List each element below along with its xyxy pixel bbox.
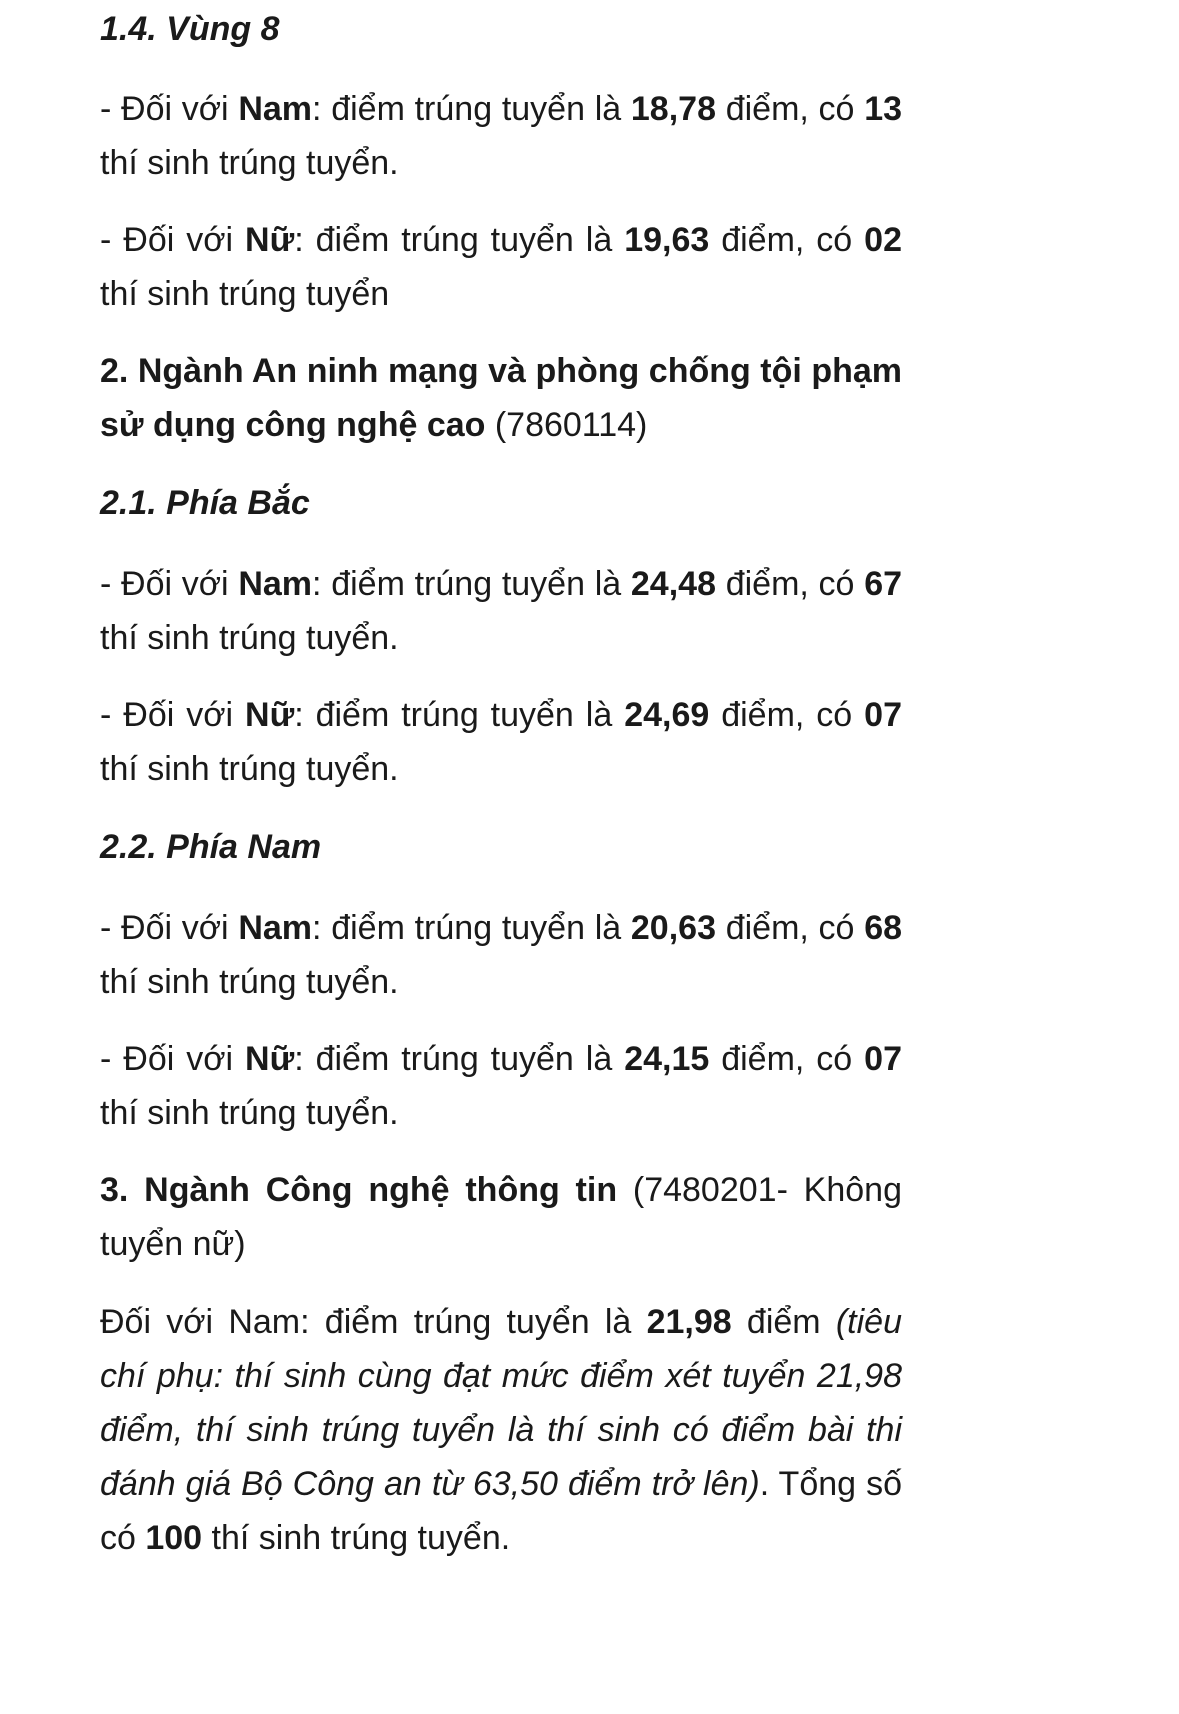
- score-value: 18,78: [630, 90, 716, 128]
- count-value: 67: [864, 565, 903, 603]
- text: điểm: [731, 1303, 836, 1341]
- subheading-1-4: 1.4. Vùng 8: [100, 10, 280, 48]
- text: - Đối với: [100, 909, 239, 947]
- section-heading-2: [100, 344, 902, 452]
- text: - Đối với: [100, 565, 239, 603]
- text: thí sinh trúng tuyển.: [100, 750, 399, 788]
- text: . Tổng số có: [100, 1465, 902, 1557]
- count-value: 02: [864, 221, 902, 259]
- score-value: 20,63: [630, 909, 716, 947]
- paragraph-north-male: [100, 557, 902, 665]
- score-value: 21,98: [646, 1303, 732, 1341]
- section-title: 3. Ngành Công nghệ thông tin: [100, 1171, 618, 1209]
- text: điểm, có: [715, 90, 865, 128]
- count-value: 07: [864, 696, 902, 734]
- program-code: (7860114): [485, 406, 648, 444]
- gender-label: Nam: [238, 565, 313, 603]
- paragraph-north-female: [100, 688, 902, 796]
- subheading-2-1: 2.1. Phía Bắc: [100, 484, 310, 522]
- count-value: 100: [145, 1519, 203, 1557]
- score-value: 24,48: [630, 565, 716, 603]
- score-value: 24,69: [624, 696, 710, 734]
- section-heading-3: [100, 1163, 902, 1271]
- text: : điểm trúng tuyển là: [312, 565, 631, 603]
- gender-label: Nữ: [245, 221, 295, 259]
- program-code: (7480201- Không tuyển nữ): [100, 1171, 902, 1263]
- gender-label: Nữ: [245, 696, 295, 734]
- count-value: 07: [864, 1040, 902, 1078]
- text: : điểm trúng tuyển là: [312, 909, 631, 947]
- text: thí sinh trúng tuyển.: [202, 1519, 511, 1557]
- text: thí sinh trúng tuyển.: [100, 963, 399, 1001]
- text: : điểm trúng tuyển là: [312, 90, 631, 128]
- score-value: 19,63: [624, 221, 710, 259]
- text: - Đối với: [100, 696, 246, 734]
- gender-label: Nam: [238, 909, 313, 947]
- paragraph-it-male: [100, 1295, 902, 1565]
- tiebreak-note: (tiêu chí phụ: thí sinh cùng đạt mức điểm xét tuyển 21,98 điểm, thí sinh trúng tuyển là thí sinh có điểm bài thi đánh giá Bộ Công an từ 63,50 điểm trở lên): [100, 1303, 902, 1503]
- count-value: 68: [864, 909, 903, 947]
- paragraph-south-female: [100, 1032, 902, 1140]
- text: - Đối với: [100, 90, 239, 128]
- paragraph-south-male: [100, 901, 902, 1009]
- text: thí sinh trúng tuyển.: [100, 619, 399, 657]
- text: điểm, có: [715, 909, 865, 947]
- text: - Đối với: [100, 221, 246, 259]
- text: điểm, có: [709, 696, 865, 734]
- text: : điểm trúng tuyển là: [294, 696, 625, 734]
- count-value: 13: [864, 90, 903, 128]
- score-value: 24,15: [624, 1040, 710, 1078]
- paragraph-region8-female: [100, 213, 902, 321]
- text: điểm, có: [709, 221, 865, 259]
- text: điểm, có: [715, 565, 865, 603]
- section-title: 2. Ngành An ninh mạng và phòng chống tội phạm sử dụng công nghệ cao: [100, 352, 902, 444]
- gender-label: Nam: [238, 90, 313, 128]
- subheading-2-2: 2.2. Phía Nam: [100, 828, 322, 866]
- text: điểm, có: [709, 1040, 865, 1078]
- text: : điểm trúng tuyển là: [294, 221, 625, 259]
- text: : điểm trúng tuyển là: [294, 1040, 625, 1078]
- text: - Đối với: [100, 1040, 246, 1078]
- gender-label: Nữ: [245, 1040, 295, 1078]
- text: thí sinh trúng tuyển.: [100, 144, 399, 182]
- text: thí sinh trúng tuyển.: [100, 1094, 399, 1132]
- paragraph-region8-male: [100, 82, 902, 190]
- text: thí sinh trúng tuyển: [100, 275, 390, 313]
- text: Đối với Nam: điểm trúng tuyển là: [100, 1303, 647, 1341]
